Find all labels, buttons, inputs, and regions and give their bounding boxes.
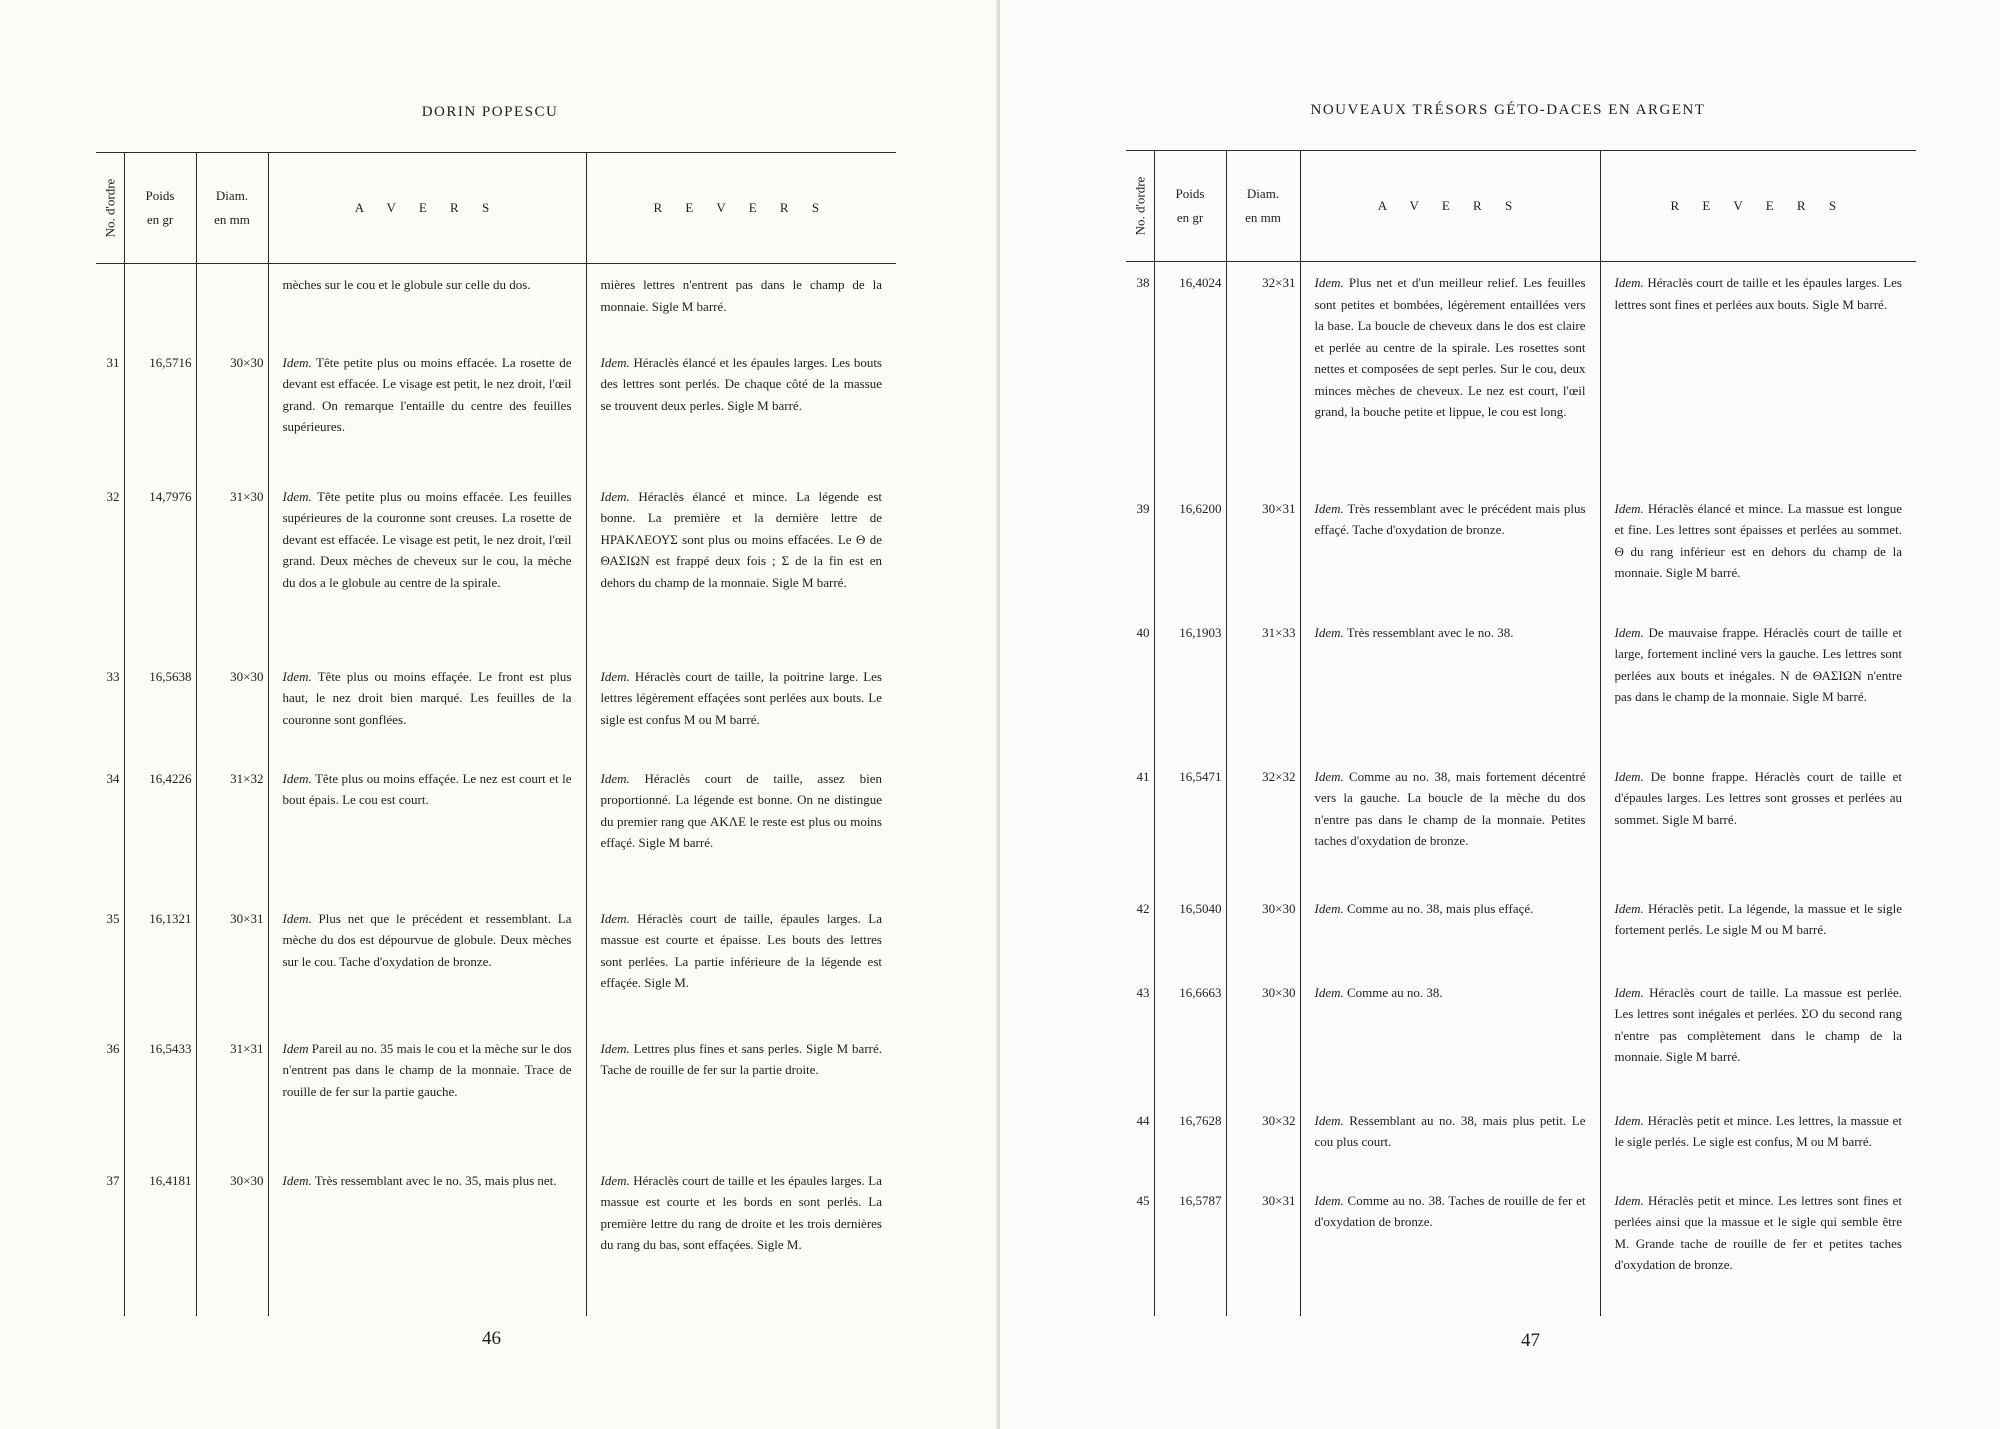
- revers-lead: Idem.: [600, 354, 630, 370]
- diameter-value: 30×32: [1226, 1100, 1300, 1180]
- row-number: 32: [106, 488, 120, 504]
- avers-lead: Idem.: [1314, 1112, 1344, 1128]
- diameter-value: 31×31: [196, 1028, 268, 1160]
- table-row: [96, 264, 896, 342]
- weight-value: 16,6200: [1154, 488, 1226, 612]
- avers-text: Comme au no. 38. Taches de rouille de fer et d'oxydation de bronze.: [1314, 1192, 1586, 1229]
- revers-lead: Idem.: [1614, 900, 1644, 916]
- weight-value: 16,4226: [124, 758, 196, 898]
- catalogue-table-right: [1126, 150, 1916, 1316]
- avers-lead: Idem.: [1314, 275, 1344, 290]
- revers-description: [586, 342, 896, 476]
- avers-text: Tête plus ou moins effaçée. Le nez est court et le bout épais. Le cou est court.: [282, 770, 572, 807]
- avers-description: [268, 342, 586, 476]
- weight-value: 16,5471: [1154, 756, 1226, 888]
- row-number: 33: [106, 668, 120, 684]
- weight-value: 16,4181: [124, 1160, 196, 1310]
- table-header-row: [1126, 151, 1916, 262]
- revers-lead: Idem.: [600, 1172, 630, 1188]
- revers-text: Héraclès petit et mince. Les lettres sont fines et perlées ainsi que la massue et le sigle qui semble être M. Grande tache de rouille de fer et petites taches d'oxydation de bronze.: [1614, 1192, 1902, 1272]
- catalogue-table-left: [96, 152, 896, 1316]
- revers-description: [586, 1028, 896, 1160]
- avers-text: Plus net et d'un meilleur relief. Les feuilles sont petites et bombées, légèrement entaillées vers la base. La boucle de cheveux dans le dos est claire et perlée au centre de la spirale. Les rosettes sont nettes et composées de sept perles. Sur le cou, deux minces mèches de cheveux. Le nez est court, l'œil grand, la bouche petite et lippue, le cou est long.: [1314, 275, 1586, 419]
- diameter-value: 30×30: [1226, 972, 1300, 1100]
- avers-description: [1300, 1100, 1600, 1180]
- avers-lead: Idem.: [282, 668, 312, 684]
- avers-description: [1300, 262, 1600, 488]
- row-number: 31: [106, 354, 120, 370]
- header-ordre: No. d'ordre: [1126, 151, 1154, 262]
- empty-cell: [1300, 1310, 1600, 1316]
- diameter-value: 30×31: [1226, 1180, 1300, 1310]
- table-row: [96, 1160, 896, 1310]
- table-row: [96, 1028, 896, 1160]
- weight-value: 16,5433: [124, 1028, 196, 1160]
- avers-text: Comme au no. 38, mais plus effaçé.: [1343, 900, 1534, 916]
- revers-lead: Idem.: [600, 1040, 630, 1056]
- header-revers: R E V E R S: [1600, 151, 1916, 262]
- empty-cell: [1600, 1310, 1916, 1316]
- weight-value: 14,7976: [124, 476, 196, 656]
- revers-text: Héraclès court de taille, assez bien proportionné. La légende est bonne. On ne distingue du premier rang que ΑΚΛΕ le reste est plus ou moins effaçé. Sigle M barré.: [600, 770, 882, 850]
- avers-description: [1300, 888, 1600, 972]
- revers-description: [1600, 972, 1916, 1100]
- revers-text: De mauvaise frappe. Héraclès court de taille et large, fortement incliné vers la gauche. Les lettres sont perlées aux bouts et inégales. N de ΘΑΣΙΩΝ n'entre pas dans le champ de la monnaie. Sigle M barré.: [1614, 624, 1902, 704]
- weight-value: 16,1903: [1154, 612, 1226, 756]
- table-row: [96, 342, 896, 476]
- revers-description: [1600, 488, 1916, 612]
- row-number: 35: [106, 910, 120, 926]
- row-number: 40: [1136, 624, 1150, 640]
- revers-description: [1600, 1180, 1916, 1310]
- empty-cell: [586, 1310, 896, 1316]
- avers-text: Comme au no. 38.: [1343, 984, 1443, 1000]
- diameter-value: 30×31: [196, 898, 268, 1028]
- table-row: [96, 758, 896, 898]
- row-number: 45: [1136, 1192, 1150, 1208]
- revers-text: Héraclès court de taille, la poitrine large. Les lettres légèrement effaçées sont perlées aux bouts. Le sigle est confus M ou M barré.: [600, 668, 882, 727]
- avers-description: [1300, 972, 1600, 1100]
- revers-lead: Idem.: [600, 910, 630, 926]
- diameter-value: 31×32: [196, 758, 268, 898]
- row-number: 43: [1136, 984, 1150, 1000]
- avers-lead: Idem.: [1314, 984, 1344, 1000]
- weight-value: 16,1321: [124, 898, 196, 1028]
- revers-description: [1600, 262, 1916, 488]
- avers-lead: Idem.: [282, 1172, 312, 1188]
- avers-text: Ressemblant au no. 38, mais plus petit. Le cou plus court.: [1314, 1112, 1586, 1149]
- header-poids: Poids en gr: [1154, 151, 1226, 262]
- revers-description: [1600, 888, 1916, 972]
- avers-lead: Idem.: [282, 488, 312, 504]
- revers-description: [586, 264, 896, 342]
- revers-description: [1600, 612, 1916, 756]
- table-row: [1126, 1100, 1916, 1180]
- avers-description: [1300, 488, 1600, 612]
- avers-text: Tête petite plus ou moins effacée. Les feuilles supérieures de la couronne sont creuses. La rosette de devant est effacée. Le visage est petit, le nez droit, l'œil grand. Deux mèches de cheveux sur le cou, la mèche du dos a le globule au centre de la spirale.: [282, 488, 572, 590]
- avers-description: [268, 656, 586, 758]
- weight-value: 16,5787: [1154, 1180, 1226, 1310]
- empty-cell: [268, 1310, 586, 1316]
- empty-cell: [1154, 1310, 1226, 1316]
- avers-description: [1300, 1180, 1600, 1310]
- avers-description: [268, 264, 586, 342]
- revers-description: [586, 656, 896, 758]
- avers-lead: Idem.: [282, 910, 312, 926]
- revers-text: De bonne frappe. Héraclès court de taille et d'épaules larges. Les lettres sont grosses et perlées au sommet. Sigle M barré.: [1614, 768, 1902, 827]
- table-row: [96, 898, 896, 1028]
- header-revers: R E V E R S: [586, 153, 896, 264]
- empty-cell: [124, 1310, 196, 1316]
- avers-description: [268, 476, 586, 656]
- revers-description: [1600, 1100, 1916, 1180]
- revers-text: Héraclès court de taille. La massue est perlée. Les lettres sont inégales et perlées. ΣΟ du second rang n'entre pas complètement dans le champ de la monnaie. Sigle M barré.: [1614, 984, 1902, 1064]
- row-number: 44: [1136, 1112, 1150, 1128]
- avers-lead: Idem.: [282, 770, 312, 786]
- avers-lead: Idem.: [1314, 624, 1344, 640]
- diameter-value: 30×30: [196, 342, 268, 476]
- revers-lead: Idem.: [600, 488, 630, 504]
- revers-text: Lettres plus fines et sans perles. Sigle M barré. Tache de rouille de fer sur la partie droite.: [600, 1040, 882, 1077]
- row-number: [96, 264, 124, 342]
- avers-text: Très ressemblant avec le précédent mais plus effaçé. Tache d'oxydation de bronze.: [1314, 500, 1586, 537]
- avers-description: [268, 1160, 586, 1310]
- weight-value: [124, 264, 196, 342]
- row-number: 37: [106, 1172, 120, 1188]
- avers-text: Très ressemblant avec le no. 38.: [1343, 624, 1514, 640]
- table-row: [1126, 1180, 1916, 1310]
- weight-value: 16,6663: [1154, 972, 1226, 1100]
- avers-lead: Idem.: [1314, 900, 1344, 916]
- header-ordre: No. d'ordre: [96, 153, 124, 264]
- avers-description: [1300, 612, 1600, 756]
- table-row: [1126, 262, 1916, 488]
- avers-description: [268, 1028, 586, 1160]
- diameter-value: [196, 264, 268, 342]
- header-avers: A V E R S: [1300, 151, 1600, 262]
- avers-lead: Idem.: [1314, 1192, 1344, 1208]
- revers-text: Héraclès court de taille et les épaules larges. La massue est courte et les bords en sont perlés. La première lettre du rang de droite et les trois dernières du rang du bas, sont effaçées. Sigle M.: [600, 1172, 882, 1252]
- empty-cell: [196, 1310, 268, 1316]
- page-number-left: 46: [482, 1328, 501, 1349]
- avers-description: [1300, 756, 1600, 888]
- header-avers: A V E R S: [268, 153, 586, 264]
- avers-text: Tête plus ou moins effaçée. Le front est plus haut, le nez droit bien marqué. Les feuilles de la couronne sont gonflées.: [282, 668, 572, 727]
- revers-description: [586, 1160, 896, 1310]
- running-head-right: NOUVEAUX TRÉSORS GÉTO-DACES EN ARGENT: [1310, 102, 1706, 118]
- revers-lead: Idem.: [1614, 1192, 1644, 1208]
- avers-description: [268, 758, 586, 898]
- revers-text: Héraclès élancé et mince. La massue est longue et fine. Les lettres sont épaisses et perlées au sommet. Θ du rang inférieur est en dehors du champ de la monnaie. Sigle M barré.: [1614, 500, 1902, 580]
- table-bottom-space: [96, 1310, 896, 1316]
- empty-cell: [1226, 1310, 1300, 1316]
- row-number: 39: [1136, 500, 1150, 516]
- diameter-value: 30×30: [196, 656, 268, 758]
- diameter-value: 32×32: [1226, 756, 1300, 888]
- diameter-value: 30×30: [1226, 888, 1300, 972]
- revers-description: [586, 476, 896, 656]
- table-row: [96, 656, 896, 758]
- weight-value: 16,7628: [1154, 1100, 1226, 1180]
- avers-lead: Idem: [282, 1040, 309, 1056]
- row-number: 42: [1136, 900, 1150, 916]
- diameter-value: 31×30: [196, 476, 268, 656]
- empty-cell: [1126, 1310, 1154, 1316]
- row-number: 36: [106, 1040, 120, 1056]
- table-row: [1126, 888, 1916, 972]
- revers-description: [586, 898, 896, 1028]
- avers-lead: Idem.: [1314, 500, 1344, 516]
- diameter-value: 32×31: [1226, 262, 1300, 488]
- revers-text: Héraclès petit et mince. Les lettres, la massue et le sigle perlés. Le sigle est confus, M ou M barré.: [1614, 1112, 1902, 1149]
- revers-lead: Idem.: [1614, 275, 1644, 290]
- revers-description: [586, 758, 896, 898]
- revers-text: Héraclès court de taille, épaules larges. La massue est courte et épaisse. Les bouts des lettres sont perlées. La partie inférieure de la légende est effaçée. Sigle M.: [600, 910, 882, 990]
- running-head-left: DORIN POPESCU: [421, 104, 559, 120]
- revers-description: [1600, 756, 1916, 888]
- avers-text: Très ressemblant avec le no. 35, mais plus net.: [311, 1172, 557, 1188]
- avers-lead: Idem.: [1314, 768, 1344, 784]
- empty-cell: [96, 1310, 124, 1316]
- weight-value: 16,5040: [1154, 888, 1226, 972]
- revers-text: Héraclès petit. La légende, la massue et le sigle fortement perlés. Le sigle M ou M barré.: [1614, 900, 1902, 937]
- row-number: 41: [1136, 768, 1150, 784]
- weight-value: 16,4024: [1154, 262, 1226, 488]
- revers-text: Héraclès élancé et les épaules larges. Les bouts des lettres sont perlés. De chaque côté de la massue se trouvent deux perles. Sigle M barré.: [600, 354, 882, 413]
- header-diam: Diam. en mm: [196, 153, 268, 264]
- revers-text: mières lettres n'entrent pas dans le champ de la monnaie. Sigle M barré.: [600, 277, 882, 314]
- avers-text: mèches sur le cou et le globule sur celle du dos.: [282, 277, 531, 292]
- revers-text: Héraclès élancé et mince. La légende est bonne. La première et la dernière lettre de ΗΡΑΚΛΕΟΥΣ sont plus ou moins effacées. Le Θ de ΘΑΣΙΩΝ est frappé deux fois ; Σ de la fin est en dehors du champ de la monnaie. Sigle M barré.: [600, 488, 882, 590]
- avers-lead: Idem.: [282, 354, 312, 370]
- revers-lead: Idem.: [1614, 1112, 1644, 1128]
- avers-text: Comme au no. 38, mais fortement décentré vers la gauche. La boucle de la mèche du dos n'entre pas dans le champ de la monnaie. Petites taches d'oxydation de bronze.: [1314, 768, 1586, 848]
- revers-lead: Idem.: [1614, 500, 1644, 516]
- revers-lead: Idem.: [1614, 768, 1644, 784]
- diameter-value: 30×31: [1226, 488, 1300, 612]
- revers-lead: Idem.: [1614, 624, 1644, 640]
- revers-text: Héraclès court de taille et les épaules larges. Les lettres sont fines et perlées aux bouts. Sigle M barré.: [1614, 275, 1902, 312]
- table-row: [1126, 612, 1916, 756]
- revers-lead: Idem.: [600, 770, 630, 786]
- avers-text: Tête petite plus ou moins effacée. La rosette de devant est effacée. Le visage est petit, le nez droit, l'œil grand. On remarque l'entaille du centre des feuilles supérieures.: [282, 354, 572, 434]
- avers-description: [268, 898, 586, 1028]
- revers-lead: Idem.: [600, 668, 630, 684]
- page-number-right: 47: [1521, 1330, 1540, 1351]
- weight-value: 16,5638: [124, 656, 196, 758]
- row-number: 38: [1136, 275, 1150, 290]
- header-diam: Diam. en mm: [1226, 151, 1300, 262]
- row-number: 34: [106, 770, 120, 786]
- table-row: [1126, 972, 1916, 1100]
- right-page: [1000, 0, 2000, 1429]
- table-row: [1126, 488, 1916, 612]
- avers-text: Pareil au no. 35 mais le cou et la mèche sur le dos n'entrent pas dans le champ de la monnaie. Trace de rouille de fer sur la partie gauche.: [282, 1040, 572, 1099]
- table-row: [1126, 756, 1916, 888]
- table-header-row: [96, 153, 896, 264]
- weight-value: 16,5716: [124, 342, 196, 476]
- table-bottom-space: [1126, 1310, 1916, 1316]
- diameter-value: 31×33: [1226, 612, 1300, 756]
- avers-text: Plus net que le précédent et ressemblant. La mèche du dos est dépourvue de globule. Deux mèches sur le cou. Tache d'oxydation de bronze.: [282, 910, 572, 969]
- table-row: [96, 476, 896, 656]
- header-poids: Poids en gr: [124, 153, 196, 264]
- diameter-value: 30×30: [196, 1160, 268, 1310]
- revers-lead: Idem.: [1614, 984, 1644, 1000]
